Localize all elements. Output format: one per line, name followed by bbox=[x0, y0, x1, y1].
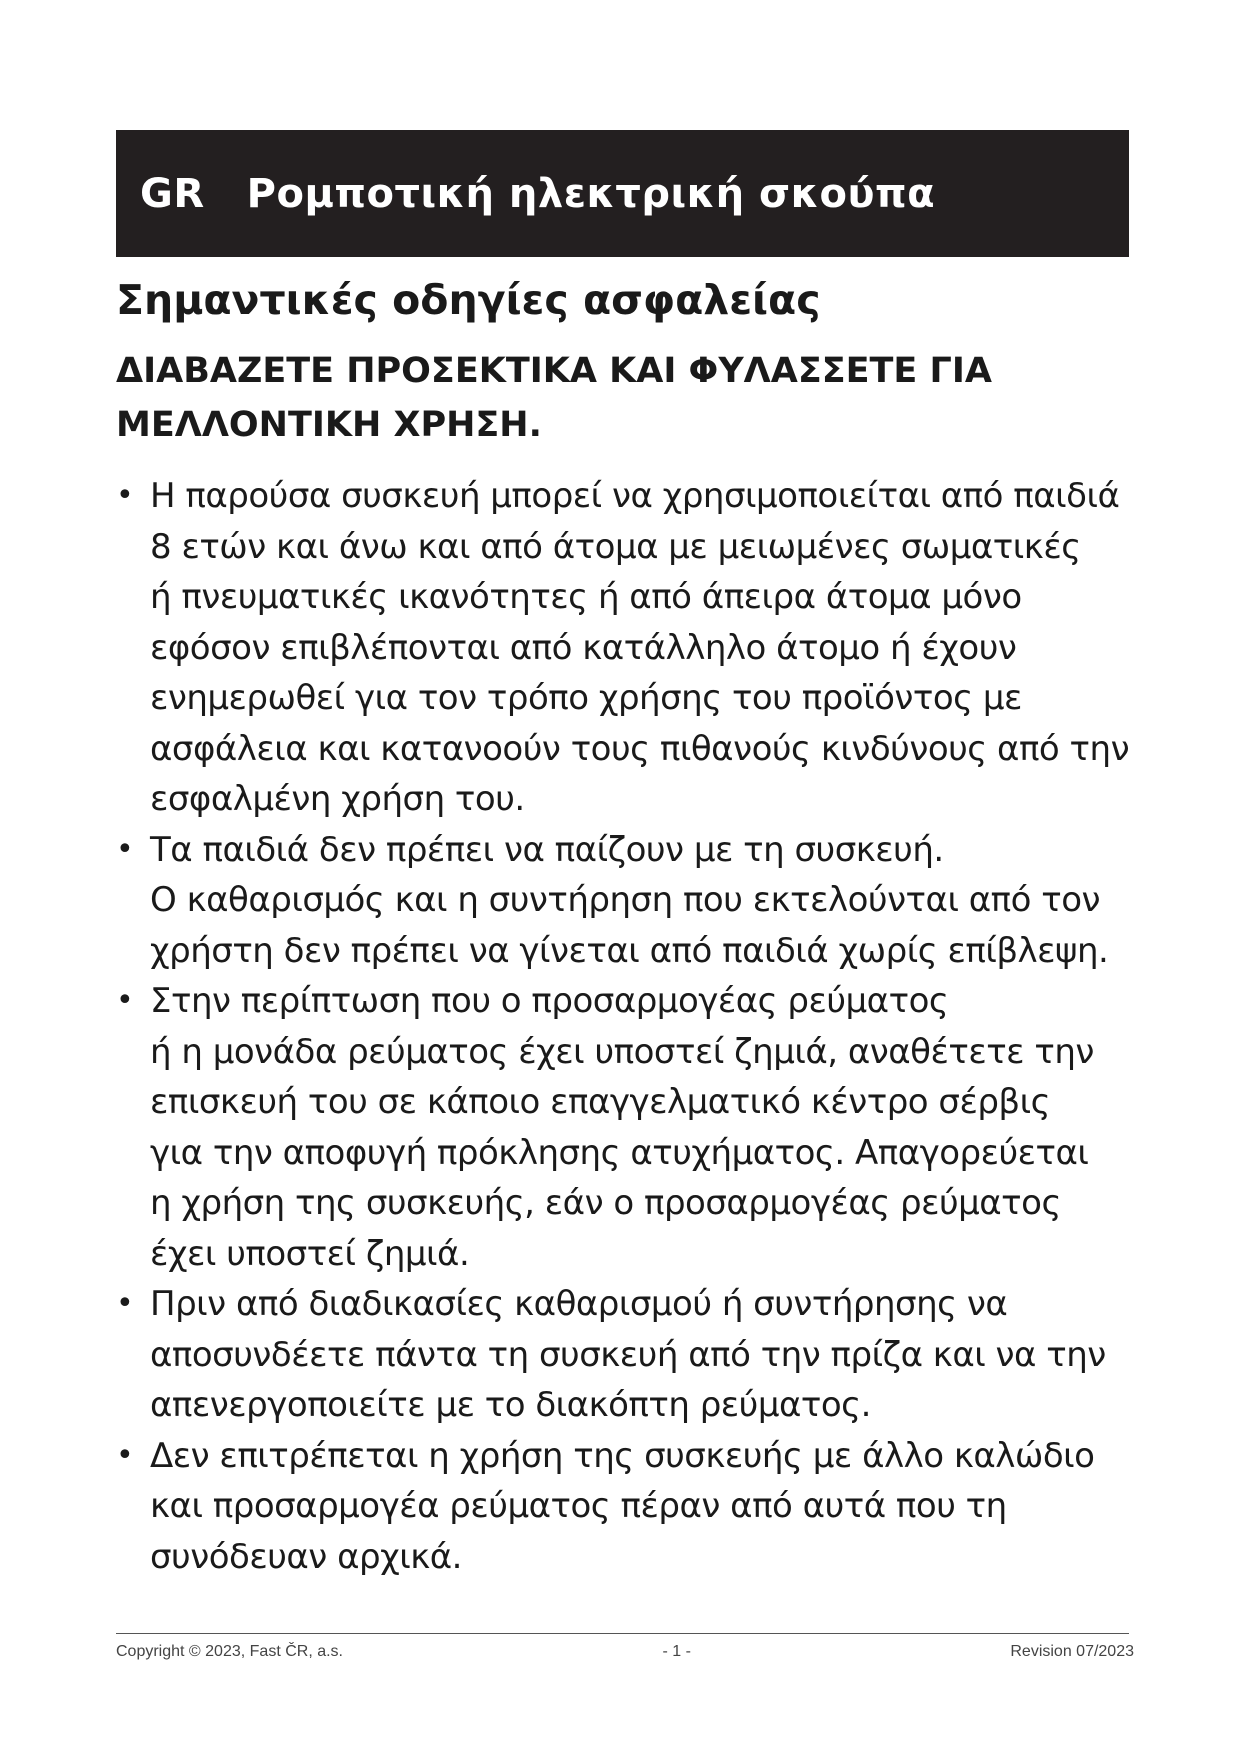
instruction-line: έχει υποστεί ζημιά. bbox=[150, 1233, 470, 1274]
footer-divider bbox=[116, 1633, 1129, 1634]
read-carefully-warning bbox=[116, 344, 1129, 452]
safety-instruction bbox=[116, 1279, 1136, 1431]
document-title: Ρομποτική ηλεκτρική σκούπα bbox=[246, 170, 936, 217]
revision-label: Revision 07/2023 bbox=[1010, 1643, 1134, 1660]
safety-instructions-list bbox=[116, 471, 1136, 1582]
section-title: Σημαντικές οδηγίες ασφαλείας bbox=[116, 276, 821, 324]
safety-instruction bbox=[116, 1431, 1136, 1583]
warning-line: ΜΕΛΛΟΝΤΙΚΗ ΧΡΗΣΗ. bbox=[116, 405, 542, 445]
instruction-line: χρήστη δεν πρέπει να γίνεται από παιδιά χωρίς επίβλεψη. bbox=[150, 930, 1109, 971]
instruction-line: επισκευή του σε κάποιο επαγγελματικό κέντρο σέρβις bbox=[150, 1082, 1051, 1122]
instruction-line: Δεν επιτρέπεται η χρήση της συσκευής με άλλο καλώδιο bbox=[150, 1435, 1095, 1476]
instruction-line: Στην περίπτωση που ο προσαρμογέας ρεύματος bbox=[150, 981, 949, 1021]
instruction-line: η χρήση της συσκευής, εάν ο προσαρμογέας ρεύματος bbox=[150, 1183, 1061, 1223]
copyright-notice: Copyright © 2023, Fast ČR, a.s. bbox=[116, 1643, 343, 1660]
instruction-line: ή πνευματικές ικανότητες ή από άπειρα άτομα μόνο bbox=[150, 577, 1022, 617]
instruction-line: και προσαρμογέα ρεύματος πέραν από αυτά που τη bbox=[150, 1486, 1007, 1526]
header-bar bbox=[116, 130, 1129, 257]
safety-instruction bbox=[116, 976, 1136, 1279]
instruction-line: 8 ετών και άνω και από άτομα με μειωμένες σωματικές bbox=[150, 526, 1081, 567]
instruction-line: συνόδευαν αρχικά. bbox=[150, 1536, 462, 1577]
instruction-line: απενεργοποιείτε με το διακόπτη ρεύματος. bbox=[150, 1385, 871, 1425]
instruction-line: ασφάλεια και κατανοούν τους πιθανούς κινδύνους από την bbox=[150, 728, 1130, 769]
instruction-line: Τα παιδιά δεν πρέπει να παίζουν με τη συσκευή. bbox=[150, 829, 944, 870]
instruction-line: ή η μονάδα ρεύματος έχει υποστεί ζημιά, αναθέτετε την bbox=[150, 1031, 1094, 1072]
safety-instruction bbox=[116, 471, 1136, 825]
instruction-line: Ο καθαρισμός και η συντήρηση που εκτελούνται από τον bbox=[150, 880, 1101, 920]
page-footer bbox=[116, 1643, 1134, 1661]
page-number: - 1 - bbox=[662, 1643, 691, 1660]
instruction-line: για την αποφυγή πρόκλησης ατυχήματος. Απαγορεύεται bbox=[150, 1132, 1089, 1173]
safety-instruction bbox=[116, 825, 1136, 977]
language-code: GR bbox=[140, 170, 205, 217]
instruction-line: αποσυνδέετε πάντα τη συσκευή από την πρίζα και να την bbox=[150, 1334, 1106, 1375]
instruction-line: Η παρούσα συσκευή μπορεί να χρησιμοποιείται από παιδιά bbox=[150, 476, 1120, 516]
warning-line: ΔΙΑΒΑΖΕΤΕ ΠΡΟΣΕΚΤΙΚΑ ΚΑΙ ΦΥΛΑΣΣΕΤΕ ΓΙΑ bbox=[116, 351, 992, 391]
instruction-line: εσφαλμένη χρήση του. bbox=[150, 779, 525, 819]
instruction-line: ενημερωθεί για τον τρόπο χρήσης του προϊόντος με bbox=[150, 678, 1022, 718]
instruction-line: Πριν από διαδικασίες καθαρισμού ή συντήρησης να bbox=[150, 1284, 1008, 1324]
instruction-line: εφόσον επιβλέπονται από κατάλληλο άτομο ή έχουν bbox=[150, 627, 1017, 668]
